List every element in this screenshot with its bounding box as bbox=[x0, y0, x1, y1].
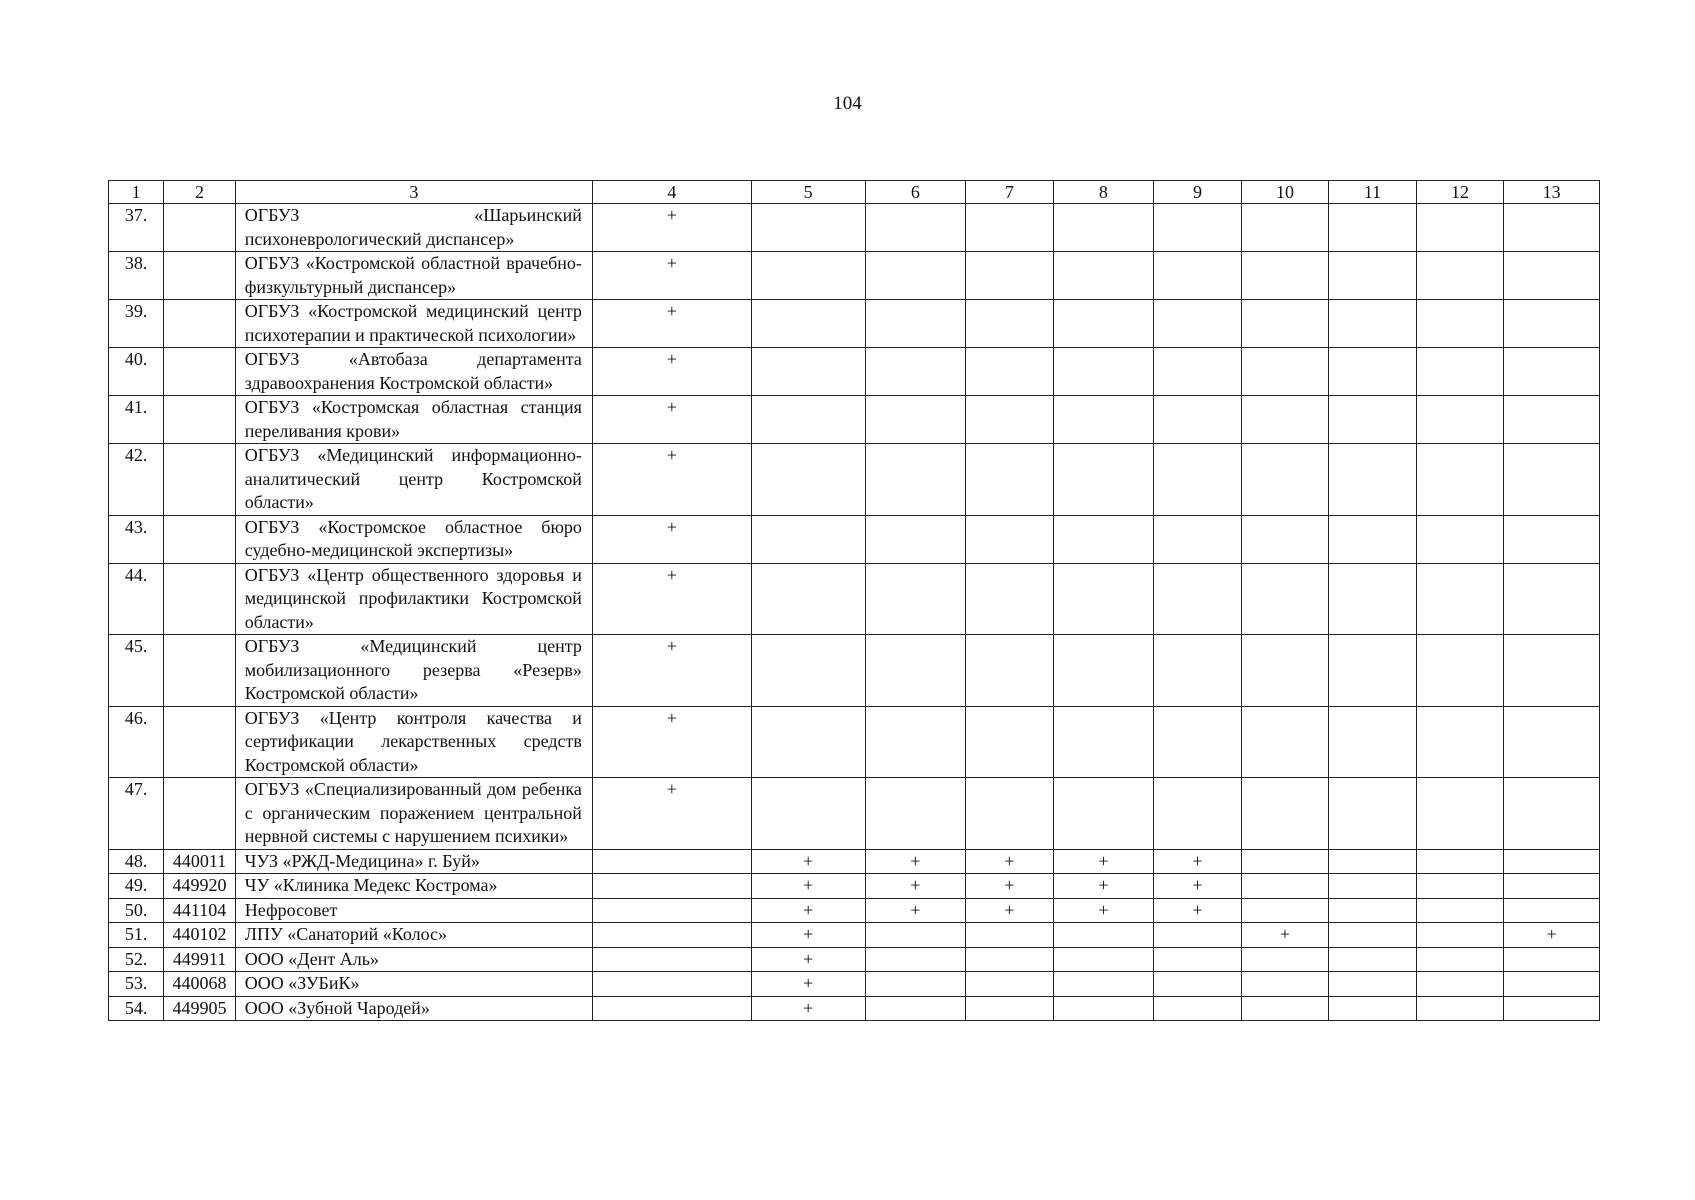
organization-name: ОГБУЗ «Костромское областное бюро судебно-медицинской экспертизы» bbox=[235, 515, 592, 563]
mark-cell bbox=[1329, 923, 1417, 948]
organization-name: ОГБУЗ «Центр общественного здоровья и медицинской профилактики Костромской области» bbox=[235, 563, 592, 635]
mark-cell bbox=[1504, 348, 1600, 396]
mark-cell bbox=[1154, 252, 1242, 300]
mark-cell: + bbox=[592, 252, 751, 300]
mark-cell bbox=[1241, 947, 1329, 972]
column-header: 6 bbox=[865, 181, 966, 204]
mark-cell bbox=[1329, 635, 1417, 707]
mark-cell bbox=[1241, 252, 1329, 300]
mark-cell bbox=[1416, 204, 1504, 252]
mark-cell bbox=[1053, 444, 1154, 516]
mark-cell bbox=[1154, 300, 1242, 348]
mark-cell: + bbox=[751, 947, 865, 972]
row-code bbox=[164, 396, 235, 444]
mark-cell: + bbox=[592, 635, 751, 707]
mark-cell bbox=[1504, 849, 1600, 874]
row-code bbox=[164, 204, 235, 252]
mark-cell bbox=[751, 252, 865, 300]
mark-cell bbox=[1154, 515, 1242, 563]
mark-cell bbox=[1241, 635, 1329, 707]
table-row bbox=[109, 706, 1600, 778]
column-header: 11 bbox=[1329, 181, 1417, 204]
organization-name: ОГБУЗ «Костромская областная станция переливания крови» bbox=[235, 396, 592, 444]
mark-cell bbox=[966, 947, 1054, 972]
table-row bbox=[109, 300, 1600, 348]
mark-cell bbox=[1416, 778, 1504, 850]
mark-cell bbox=[865, 923, 966, 948]
mark-cell bbox=[966, 778, 1054, 850]
mark-cell bbox=[1329, 396, 1417, 444]
mark-cell bbox=[1053, 300, 1154, 348]
column-header: 2 bbox=[164, 181, 235, 204]
mark-cell bbox=[751, 778, 865, 850]
mark-cell bbox=[751, 635, 865, 707]
mark-cell: + bbox=[751, 849, 865, 874]
row-number: 50. bbox=[109, 898, 164, 923]
row-code bbox=[164, 635, 235, 707]
mark-cell bbox=[1241, 348, 1329, 396]
mark-cell bbox=[1504, 396, 1600, 444]
column-header: 3 bbox=[235, 181, 592, 204]
column-header: 8 bbox=[1053, 181, 1154, 204]
mark-cell bbox=[1329, 252, 1417, 300]
table-row bbox=[109, 204, 1600, 252]
mark-cell bbox=[1416, 252, 1504, 300]
mark-cell bbox=[865, 778, 966, 850]
mark-cell bbox=[865, 972, 966, 997]
organization-name: ОГБУЗ «Костромской медицинский центр психотерапии и практической психологии» bbox=[235, 300, 592, 348]
mark-cell bbox=[1504, 996, 1600, 1021]
mark-cell bbox=[1416, 898, 1504, 923]
mark-cell bbox=[966, 996, 1054, 1021]
column-header: 1 bbox=[109, 181, 164, 204]
mark-cell: + bbox=[592, 204, 751, 252]
mark-cell bbox=[966, 252, 1054, 300]
mark-cell bbox=[1053, 252, 1154, 300]
mark-cell bbox=[1154, 444, 1242, 516]
mark-cell bbox=[1154, 396, 1242, 444]
mark-cell: + bbox=[966, 849, 1054, 874]
mark-cell bbox=[751, 348, 865, 396]
mark-cell bbox=[966, 706, 1054, 778]
mark-cell bbox=[966, 204, 1054, 252]
row-code bbox=[164, 348, 235, 396]
row-number: 51. bbox=[109, 923, 164, 948]
table-row bbox=[109, 947, 1600, 972]
mark-cell bbox=[1329, 972, 1417, 997]
mark-cell bbox=[1504, 706, 1600, 778]
mark-cell: + bbox=[751, 898, 865, 923]
mark-cell bbox=[751, 204, 865, 252]
mark-cell bbox=[966, 923, 1054, 948]
mark-cell bbox=[751, 396, 865, 444]
mark-cell bbox=[865, 635, 966, 707]
mark-cell: + bbox=[751, 923, 865, 948]
mark-cell bbox=[1154, 706, 1242, 778]
mark-cell bbox=[1053, 778, 1154, 850]
mark-cell bbox=[865, 947, 966, 972]
mark-cell bbox=[865, 706, 966, 778]
mark-cell bbox=[1154, 923, 1242, 948]
mark-cell bbox=[865, 300, 966, 348]
mark-cell bbox=[865, 515, 966, 563]
column-header: 12 bbox=[1416, 181, 1504, 204]
table-row bbox=[109, 444, 1600, 516]
mark-cell bbox=[1241, 972, 1329, 997]
row-code: 440102 bbox=[164, 923, 235, 948]
mark-cell bbox=[1504, 515, 1600, 563]
mark-cell bbox=[1504, 204, 1600, 252]
mark-cell bbox=[1053, 515, 1154, 563]
mark-cell bbox=[1053, 635, 1154, 707]
row-code: 449920 bbox=[164, 874, 235, 899]
organization-name: ОГБУЗ «Центр контроля качества и сертификации лекарственных средств Костромской области» bbox=[235, 706, 592, 778]
organization-name: ООО «Дент Аль» bbox=[235, 947, 592, 972]
mark-cell bbox=[865, 204, 966, 252]
mark-cell bbox=[1416, 300, 1504, 348]
organization-name: ЛПУ «Санаторий «Колос» bbox=[235, 923, 592, 948]
mark-cell bbox=[1416, 874, 1504, 899]
mark-cell bbox=[1241, 563, 1329, 635]
mark-cell: + bbox=[1053, 874, 1154, 899]
row-number: 46. bbox=[109, 706, 164, 778]
row-code: 440068 bbox=[164, 972, 235, 997]
mark-cell bbox=[1154, 204, 1242, 252]
mark-cell bbox=[1504, 444, 1600, 516]
table-row bbox=[109, 252, 1600, 300]
row-number: 45. bbox=[109, 635, 164, 707]
mark-cell bbox=[1053, 947, 1154, 972]
mark-cell bbox=[1329, 515, 1417, 563]
mark-cell bbox=[1053, 396, 1154, 444]
organization-name: ОГБУЗ «Специализированный дом ребенка с органическим поражением центральной нервной системы с нарушением психики» bbox=[235, 778, 592, 850]
mark-cell bbox=[865, 444, 966, 516]
mark-cell bbox=[1504, 778, 1600, 850]
mark-cell: + bbox=[966, 898, 1054, 923]
mark-cell bbox=[1329, 563, 1417, 635]
mark-cell: + bbox=[751, 996, 865, 1021]
mark-cell: + bbox=[751, 972, 865, 997]
organization-name: ЧУЗ «РЖД-Медицина» г. Буй» bbox=[235, 849, 592, 874]
mark-cell: + bbox=[592, 348, 751, 396]
organization-name: ОГБУЗ «Костромской областной врачебно-физкультурный диспансер» bbox=[235, 252, 592, 300]
table-row bbox=[109, 348, 1600, 396]
mark-cell bbox=[1416, 996, 1504, 1021]
organization-name: ОГБУЗ «Медицинский информационно-аналитический центр Костромской области» bbox=[235, 444, 592, 516]
row-code: 449911 bbox=[164, 947, 235, 972]
row-code bbox=[164, 515, 235, 563]
row-number: 49. bbox=[109, 874, 164, 899]
table-row bbox=[109, 874, 1600, 899]
mark-cell: + bbox=[592, 515, 751, 563]
table-row bbox=[109, 563, 1600, 635]
row-code bbox=[164, 252, 235, 300]
mark-cell bbox=[1053, 996, 1154, 1021]
mark-cell: + bbox=[865, 874, 966, 899]
row-number: 38. bbox=[109, 252, 164, 300]
mark-cell bbox=[1416, 444, 1504, 516]
mark-cell bbox=[1416, 923, 1504, 948]
table-row bbox=[109, 972, 1600, 997]
mark-cell bbox=[1416, 348, 1504, 396]
row-number: 53. bbox=[109, 972, 164, 997]
row-number: 43. bbox=[109, 515, 164, 563]
row-code bbox=[164, 706, 235, 778]
column-header: 5 bbox=[751, 181, 865, 204]
mark-cell bbox=[1504, 972, 1600, 997]
mark-cell bbox=[1241, 898, 1329, 923]
mark-cell bbox=[1504, 635, 1600, 707]
mark-cell: + bbox=[865, 898, 966, 923]
row-number: 41. bbox=[109, 396, 164, 444]
mark-cell bbox=[1504, 898, 1600, 923]
mark-cell bbox=[1053, 706, 1154, 778]
organization-name: ООО «ЗУБиК» bbox=[235, 972, 592, 997]
organization-name: ООО «Зубной Чародей» bbox=[235, 996, 592, 1021]
mark-cell bbox=[1416, 396, 1504, 444]
table-row bbox=[109, 923, 1600, 948]
table-row bbox=[109, 778, 1600, 850]
mark-cell bbox=[1504, 874, 1600, 899]
row-code: 441104 bbox=[164, 898, 235, 923]
row-code bbox=[164, 563, 235, 635]
mark-cell bbox=[592, 947, 751, 972]
mark-cell bbox=[865, 252, 966, 300]
mark-cell bbox=[1241, 204, 1329, 252]
mark-cell: + bbox=[1241, 923, 1329, 948]
row-code: 449905 bbox=[164, 996, 235, 1021]
mark-cell bbox=[1329, 778, 1417, 850]
mark-cell: + bbox=[592, 778, 751, 850]
mark-cell bbox=[966, 515, 1054, 563]
mark-cell bbox=[592, 898, 751, 923]
mark-cell: + bbox=[1053, 849, 1154, 874]
mark-cell: + bbox=[592, 563, 751, 635]
mark-cell: + bbox=[592, 444, 751, 516]
row-code bbox=[164, 444, 235, 516]
organization-name: Нефросовет bbox=[235, 898, 592, 923]
mark-cell bbox=[592, 849, 751, 874]
mark-cell: + bbox=[592, 396, 751, 444]
mark-cell bbox=[751, 563, 865, 635]
row-number: 40. bbox=[109, 348, 164, 396]
mark-cell bbox=[966, 300, 1054, 348]
mark-cell bbox=[1504, 563, 1600, 635]
organization-name: ОГБУЗ «Автобаза департамента здравоохранения Костромской области» bbox=[235, 348, 592, 396]
mark-cell bbox=[1053, 563, 1154, 635]
mark-cell: + bbox=[1504, 923, 1600, 948]
mark-cell: + bbox=[966, 874, 1054, 899]
mark-cell bbox=[1329, 444, 1417, 516]
mark-cell bbox=[966, 444, 1054, 516]
mark-cell bbox=[865, 348, 966, 396]
mark-cell: + bbox=[1154, 898, 1242, 923]
mark-cell bbox=[1504, 947, 1600, 972]
mark-cell bbox=[865, 563, 966, 635]
mark-cell bbox=[1241, 849, 1329, 874]
mark-cell bbox=[1329, 947, 1417, 972]
column-header: 7 bbox=[966, 181, 1054, 204]
mark-cell bbox=[1154, 996, 1242, 1021]
row-number: 47. bbox=[109, 778, 164, 850]
mark-cell: + bbox=[1053, 898, 1154, 923]
column-header: 4 bbox=[592, 181, 751, 204]
mark-cell bbox=[966, 635, 1054, 707]
table-row bbox=[109, 898, 1600, 923]
mark-cell bbox=[751, 444, 865, 516]
row-number: 44. bbox=[109, 563, 164, 635]
row-code: 440011 bbox=[164, 849, 235, 874]
row-code bbox=[164, 778, 235, 850]
page-number: 104 bbox=[833, 93, 862, 114]
row-number: 48. bbox=[109, 849, 164, 874]
organizations-table bbox=[108, 180, 1600, 1021]
organization-name: ОГБУЗ «Шарьинский психоневрологический диспансер» bbox=[235, 204, 592, 252]
row-number: 52. bbox=[109, 947, 164, 972]
table-row bbox=[109, 635, 1600, 707]
table-row bbox=[109, 396, 1600, 444]
mark-cell bbox=[1241, 444, 1329, 516]
mark-cell bbox=[966, 563, 1054, 635]
mark-cell: + bbox=[751, 874, 865, 899]
organization-name: ЧУ «Клиника Медекс Кострома» bbox=[235, 874, 592, 899]
row-code bbox=[164, 300, 235, 348]
mark-cell bbox=[1154, 972, 1242, 997]
mark-cell bbox=[1053, 348, 1154, 396]
mark-cell bbox=[751, 706, 865, 778]
mark-cell bbox=[1154, 635, 1242, 707]
header-row bbox=[109, 181, 1600, 204]
mark-cell bbox=[1053, 923, 1154, 948]
mark-cell bbox=[1416, 706, 1504, 778]
mark-cell bbox=[966, 396, 1054, 444]
row-number: 39. bbox=[109, 300, 164, 348]
mark-cell bbox=[1329, 204, 1417, 252]
column-header: 10 bbox=[1241, 181, 1329, 204]
mark-cell bbox=[966, 348, 1054, 396]
mark-cell bbox=[1416, 972, 1504, 997]
table-row bbox=[109, 515, 1600, 563]
mark-cell bbox=[1241, 300, 1329, 348]
mark-cell bbox=[1416, 635, 1504, 707]
mark-cell bbox=[1504, 300, 1600, 348]
mark-cell bbox=[1241, 778, 1329, 850]
mark-cell bbox=[1416, 947, 1504, 972]
mark-cell bbox=[865, 996, 966, 1021]
mark-cell bbox=[1241, 396, 1329, 444]
mark-cell bbox=[1416, 849, 1504, 874]
table-row bbox=[109, 996, 1600, 1021]
mark-cell bbox=[1416, 515, 1504, 563]
mark-cell bbox=[1241, 874, 1329, 899]
mark-cell bbox=[1504, 252, 1600, 300]
mark-cell bbox=[592, 874, 751, 899]
mark-cell bbox=[1329, 849, 1417, 874]
mark-cell bbox=[1154, 563, 1242, 635]
mark-cell bbox=[592, 972, 751, 997]
mark-cell bbox=[1053, 204, 1154, 252]
mark-cell bbox=[1329, 996, 1417, 1021]
mark-cell bbox=[1241, 996, 1329, 1021]
mark-cell bbox=[1329, 898, 1417, 923]
mark-cell bbox=[966, 972, 1054, 997]
mark-cell: + bbox=[1154, 849, 1242, 874]
mark-cell bbox=[1154, 348, 1242, 396]
mark-cell bbox=[1053, 972, 1154, 997]
column-header: 13 bbox=[1504, 181, 1600, 204]
mark-cell bbox=[1154, 778, 1242, 850]
mark-cell bbox=[1154, 947, 1242, 972]
mark-cell: + bbox=[865, 849, 966, 874]
table-row bbox=[109, 849, 1600, 874]
column-header: 9 bbox=[1154, 181, 1242, 204]
mark-cell bbox=[1416, 563, 1504, 635]
row-number: 42. bbox=[109, 444, 164, 516]
mark-cell: + bbox=[592, 300, 751, 348]
mark-cell: + bbox=[592, 706, 751, 778]
mark-cell bbox=[751, 515, 865, 563]
row-number: 54. bbox=[109, 996, 164, 1021]
mark-cell bbox=[1329, 874, 1417, 899]
mark-cell bbox=[592, 923, 751, 948]
mark-cell bbox=[1329, 300, 1417, 348]
mark-cell bbox=[1329, 348, 1417, 396]
mark-cell bbox=[865, 396, 966, 444]
mark-cell: + bbox=[1154, 874, 1242, 899]
mark-cell bbox=[1241, 706, 1329, 778]
mark-cell bbox=[1329, 706, 1417, 778]
mark-cell bbox=[592, 996, 751, 1021]
mark-cell bbox=[1241, 515, 1329, 563]
mark-cell bbox=[751, 300, 865, 348]
row-number: 37. bbox=[109, 204, 164, 252]
organization-name: ОГБУЗ «Медицинский центр мобилизационного резерва «Резерв» Костромской области» bbox=[235, 635, 592, 707]
